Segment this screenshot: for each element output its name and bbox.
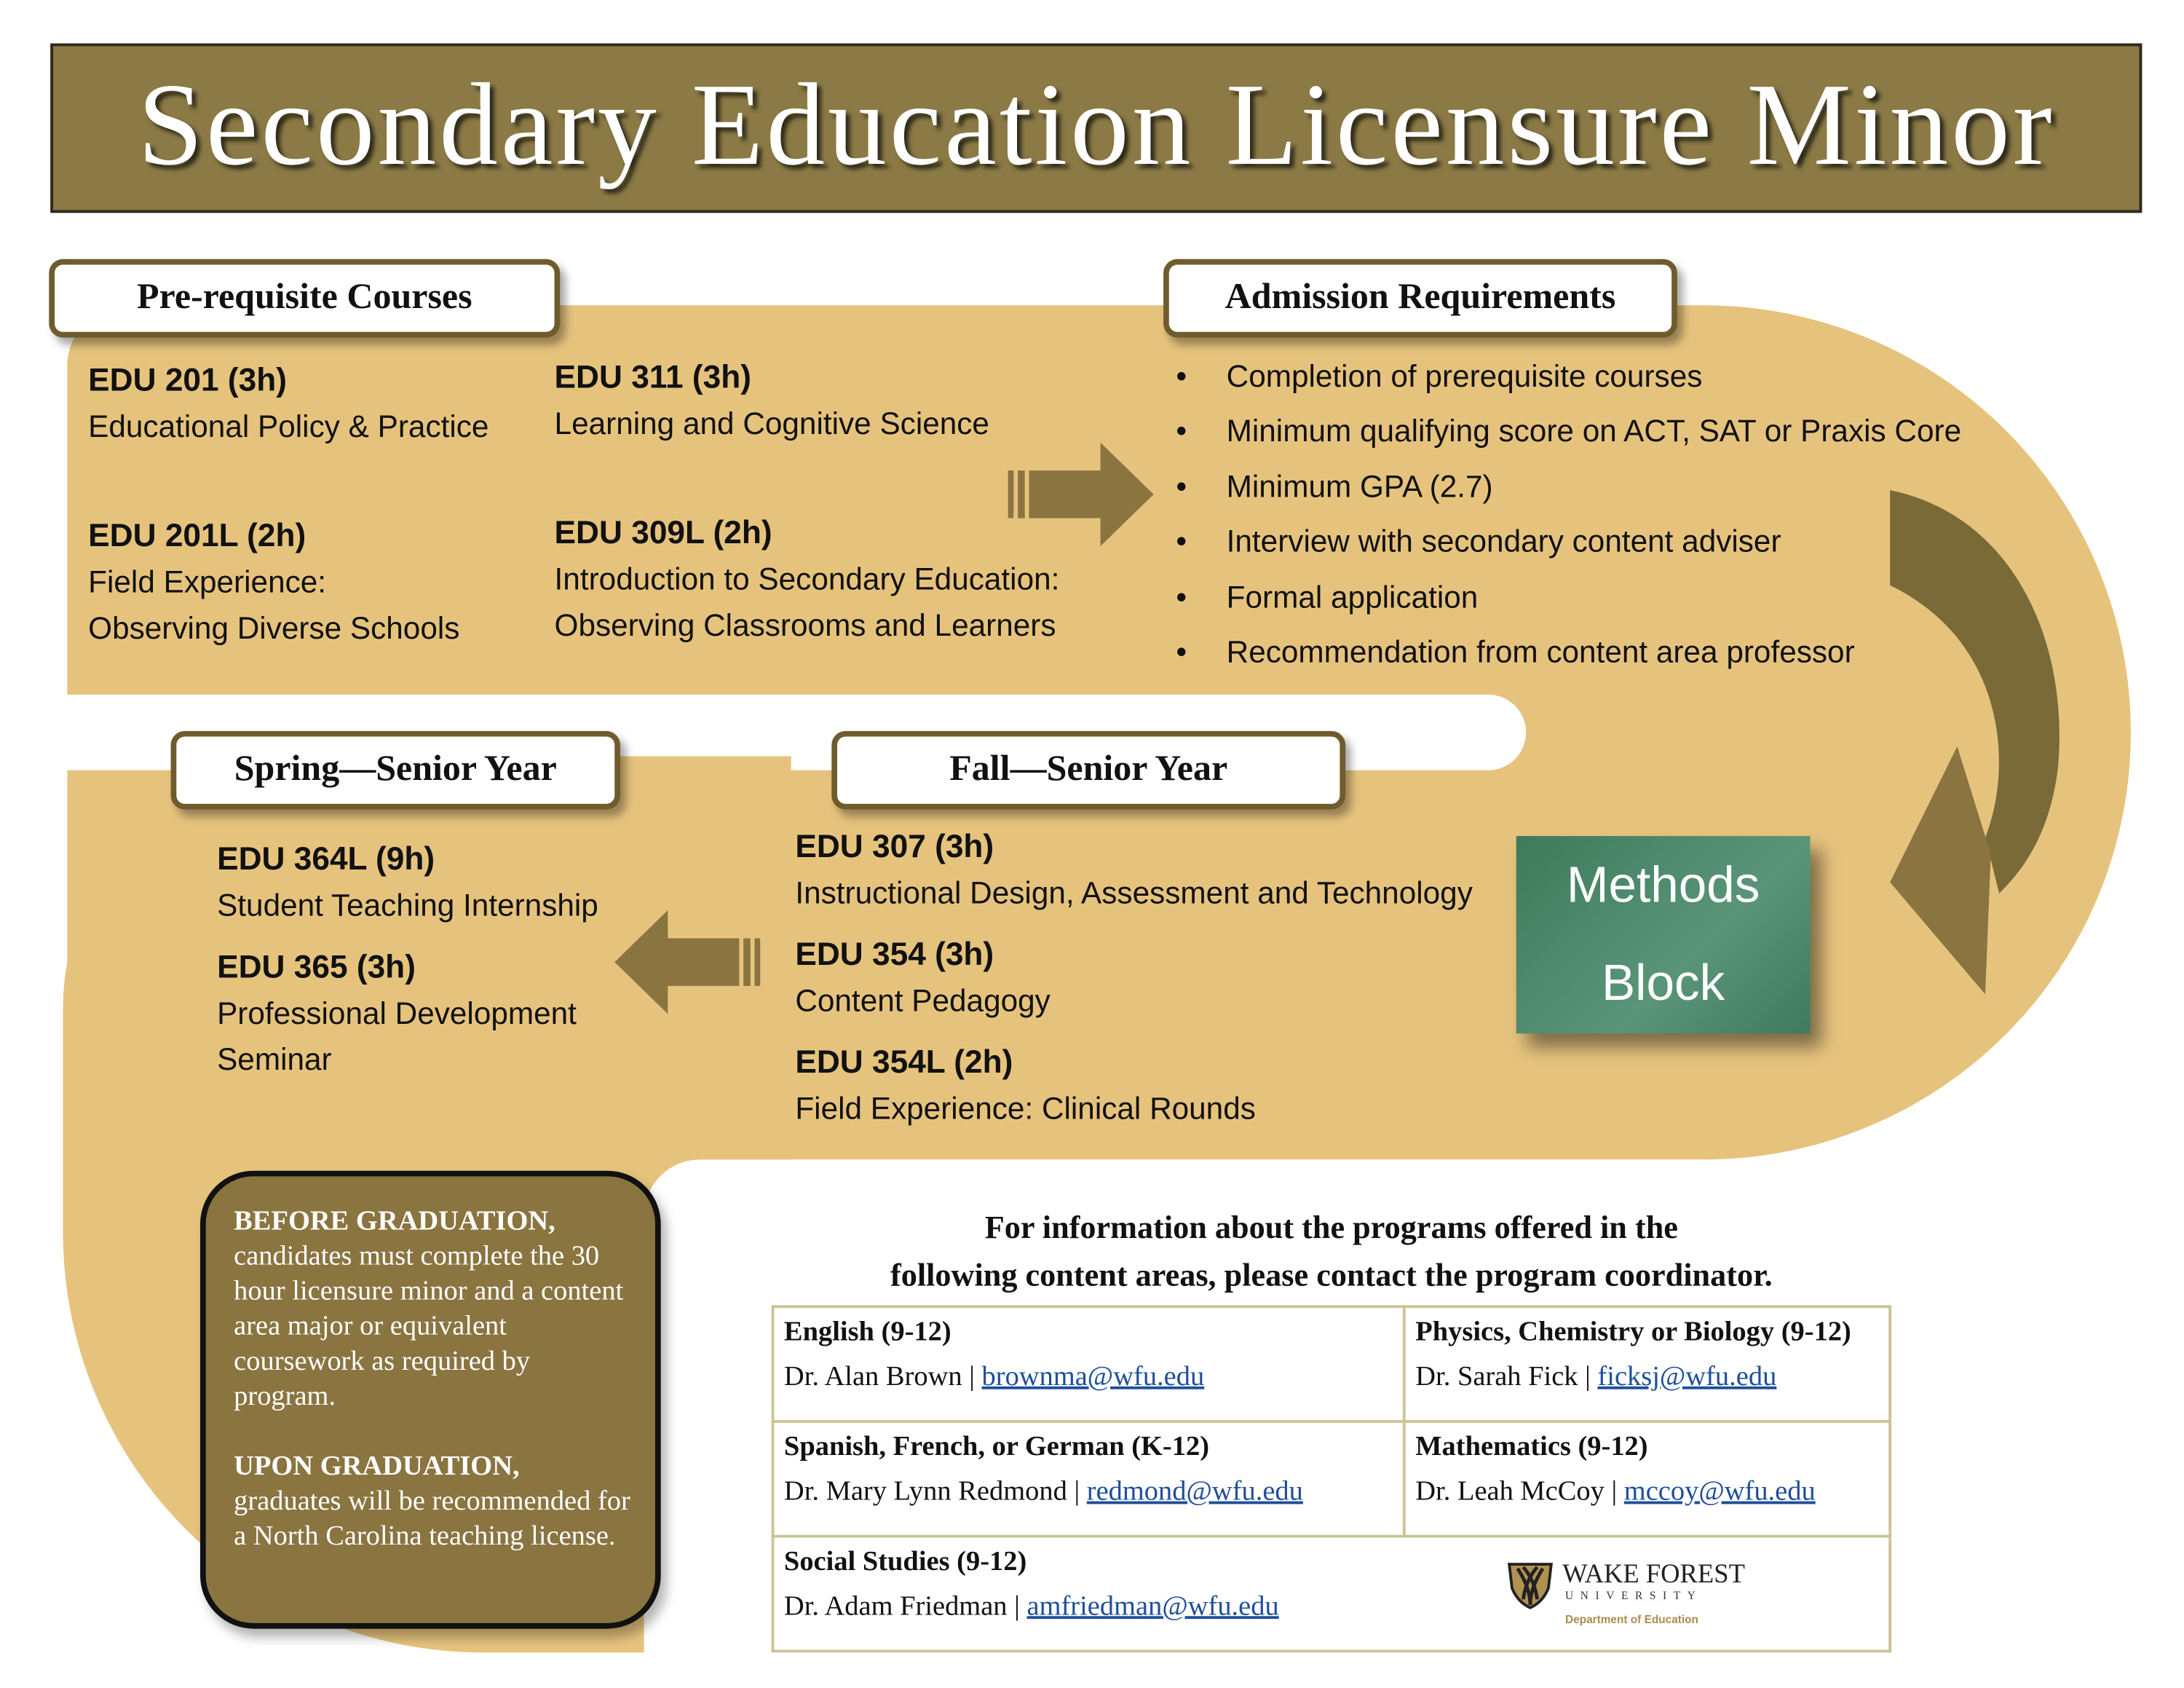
course-edu-354l bbox=[795, 1039, 1256, 1132]
before-graduation-text: candidates must complete the 30 hour licensure minor and a content area major or equivalent coursework as required by program. bbox=[234, 1240, 624, 1412]
content-area: Mathematics (9-12) bbox=[1415, 1431, 1648, 1462]
course-name: Learning and Cognitive Science bbox=[554, 406, 989, 441]
coordinator-name: Dr. Leah McCoy bbox=[1415, 1475, 1605, 1507]
separator: | bbox=[969, 1361, 975, 1392]
course-code: EDU 201L (2h) bbox=[88, 516, 306, 553]
separator: | bbox=[1585, 1361, 1591, 1392]
course-name: Student Teaching Internship bbox=[217, 888, 598, 923]
shield-icon bbox=[1506, 1560, 1554, 1610]
content-area: Spanish, French, or German (K-12) bbox=[783, 1431, 1210, 1462]
separator: | bbox=[1014, 1590, 1020, 1622]
logo-sub: UNIVERSITY bbox=[1565, 1589, 1703, 1603]
course-name-2: Seminar bbox=[217, 1041, 332, 1077]
email-link[interactable]: brownma@wfu.edu bbox=[981, 1361, 1205, 1392]
coordinator-name: Dr. Sarah Fick bbox=[1415, 1361, 1578, 1392]
content-area: Physics, Chemistry or Biology (9-12) bbox=[1415, 1316, 1851, 1348]
graduation-info-box bbox=[200, 1171, 661, 1629]
separator: | bbox=[1611, 1475, 1618, 1507]
course-edu-354 bbox=[795, 931, 1051, 1024]
page-title: Secondary Education Licensure Minor bbox=[138, 60, 2055, 191]
logo-name: WAKE FOREST bbox=[1562, 1560, 1745, 1590]
course-edu-311 bbox=[555, 355, 989, 447]
course-edu-309l bbox=[555, 510, 1060, 648]
course-name: Instructional Design, Assessment and Technology bbox=[795, 875, 1473, 911]
contact-cell bbox=[773, 1306, 1404, 1421]
upon-graduation-heading: UPON GRADUATION, bbox=[234, 1451, 520, 1482]
course-code: EDU 354L (2h) bbox=[795, 1043, 1013, 1080]
email-link[interactable]: mccoy@wfu.edu bbox=[1623, 1475, 1816, 1507]
contact-cell bbox=[773, 1421, 1404, 1537]
requirement-item: • Formal application bbox=[1176, 576, 1961, 631]
content-area: Social Studies (9-12) bbox=[783, 1546, 1027, 1577]
course-edu-307 bbox=[795, 824, 1473, 916]
coordinator-name: Dr. Mary Lynn Redmond bbox=[783, 1475, 1067, 1507]
content-area: English (9-12) bbox=[783, 1316, 951, 1348]
requirement-item: • Interview with secondary content adviser bbox=[1176, 521, 1961, 577]
admission-heading: Admission Requirements bbox=[1163, 259, 1677, 338]
course-edu-364l bbox=[217, 836, 598, 928]
course-edu-201l bbox=[88, 513, 459, 651]
course-code: EDU 364L (9h) bbox=[217, 840, 435, 877]
methods-block bbox=[1516, 836, 1811, 1033]
coordinator-name: Dr. Adam Friedman bbox=[783, 1590, 1008, 1622]
table-row bbox=[773, 1306, 1891, 1421]
spring-heading: Spring—Senior Year bbox=[171, 731, 620, 810]
contact-intro-line-1: For information about the programs offered in the bbox=[984, 1210, 1678, 1245]
email-link[interactable]: ficksj@wfu.edu bbox=[1597, 1361, 1777, 1392]
course-code: EDU 307 (3h) bbox=[795, 827, 994, 864]
contact-intro-line-2: following content areas, please contact the program coordinator. bbox=[890, 1257, 1773, 1293]
logo-dept: Department of Education bbox=[1565, 1613, 1698, 1626]
course-name-2: Observing Diverse Schools bbox=[88, 610, 460, 646]
requirement-item: • Completion of prerequisite courses bbox=[1176, 355, 1961, 411]
course-code: EDU 311 (3h) bbox=[554, 358, 751, 395]
separator: | bbox=[1074, 1475, 1080, 1507]
coordinator-name: Dr. Alan Brown bbox=[783, 1361, 962, 1392]
prerequisites-heading: Pre-requisite Courses bbox=[49, 259, 560, 338]
table-row bbox=[773, 1421, 1891, 1537]
requirement-item: • Minimum GPA (2.7) bbox=[1176, 466, 1961, 521]
before-graduation-heading: BEFORE GRADUATION, bbox=[234, 1205, 555, 1237]
methods-line-2: Block bbox=[1601, 953, 1725, 1011]
requirement-item: • Recommendation from content area professor bbox=[1176, 631, 1961, 687]
course-name-2: Observing Classrooms and Learners bbox=[554, 607, 1056, 643]
course-code: EDU 365 (3h) bbox=[217, 947, 416, 985]
wake-forest-logo bbox=[1506, 1557, 1758, 1641]
course-name: Professional Development bbox=[217, 995, 577, 1031]
course-name: Field Experience: bbox=[88, 564, 327, 600]
course-code: EDU 201 (3h) bbox=[88, 361, 287, 398]
email-link[interactable]: redmond@wfu.edu bbox=[1086, 1475, 1303, 1507]
course-edu-201 bbox=[88, 357, 488, 449]
requirement-item: • Minimum qualifying score on ACT, SAT or Praxis Core bbox=[1176, 411, 1961, 466]
course-edu-365 bbox=[217, 944, 577, 1082]
contact-intro bbox=[772, 1204, 1891, 1300]
email-link[interactable]: amfriedman@wfu.edu bbox=[1026, 1590, 1279, 1622]
contact-cell bbox=[1404, 1306, 1890, 1421]
contact-cell bbox=[1404, 1421, 1890, 1537]
course-name: Field Experience: Clinical Rounds bbox=[795, 1091, 1256, 1127]
course-name: Introduction to Secondary Education: bbox=[554, 561, 1060, 597]
course-name: Content Pedagogy bbox=[795, 983, 1051, 1019]
admission-requirements-list bbox=[1176, 355, 1961, 687]
course-name: Educational Policy & Practice bbox=[88, 409, 489, 444]
course-code: EDU 354 (3h) bbox=[795, 935, 994, 972]
arrow-left-icon bbox=[609, 907, 764, 1017]
course-code: EDU 309L (2h) bbox=[554, 513, 772, 551]
methods-line-1: Methods bbox=[1566, 856, 1760, 913]
upon-graduation-text: graduates will be recommended for a North Carolina teaching license. bbox=[234, 1486, 630, 1552]
title-banner bbox=[50, 44, 2142, 213]
fall-heading: Fall—Senior Year bbox=[831, 731, 1345, 810]
